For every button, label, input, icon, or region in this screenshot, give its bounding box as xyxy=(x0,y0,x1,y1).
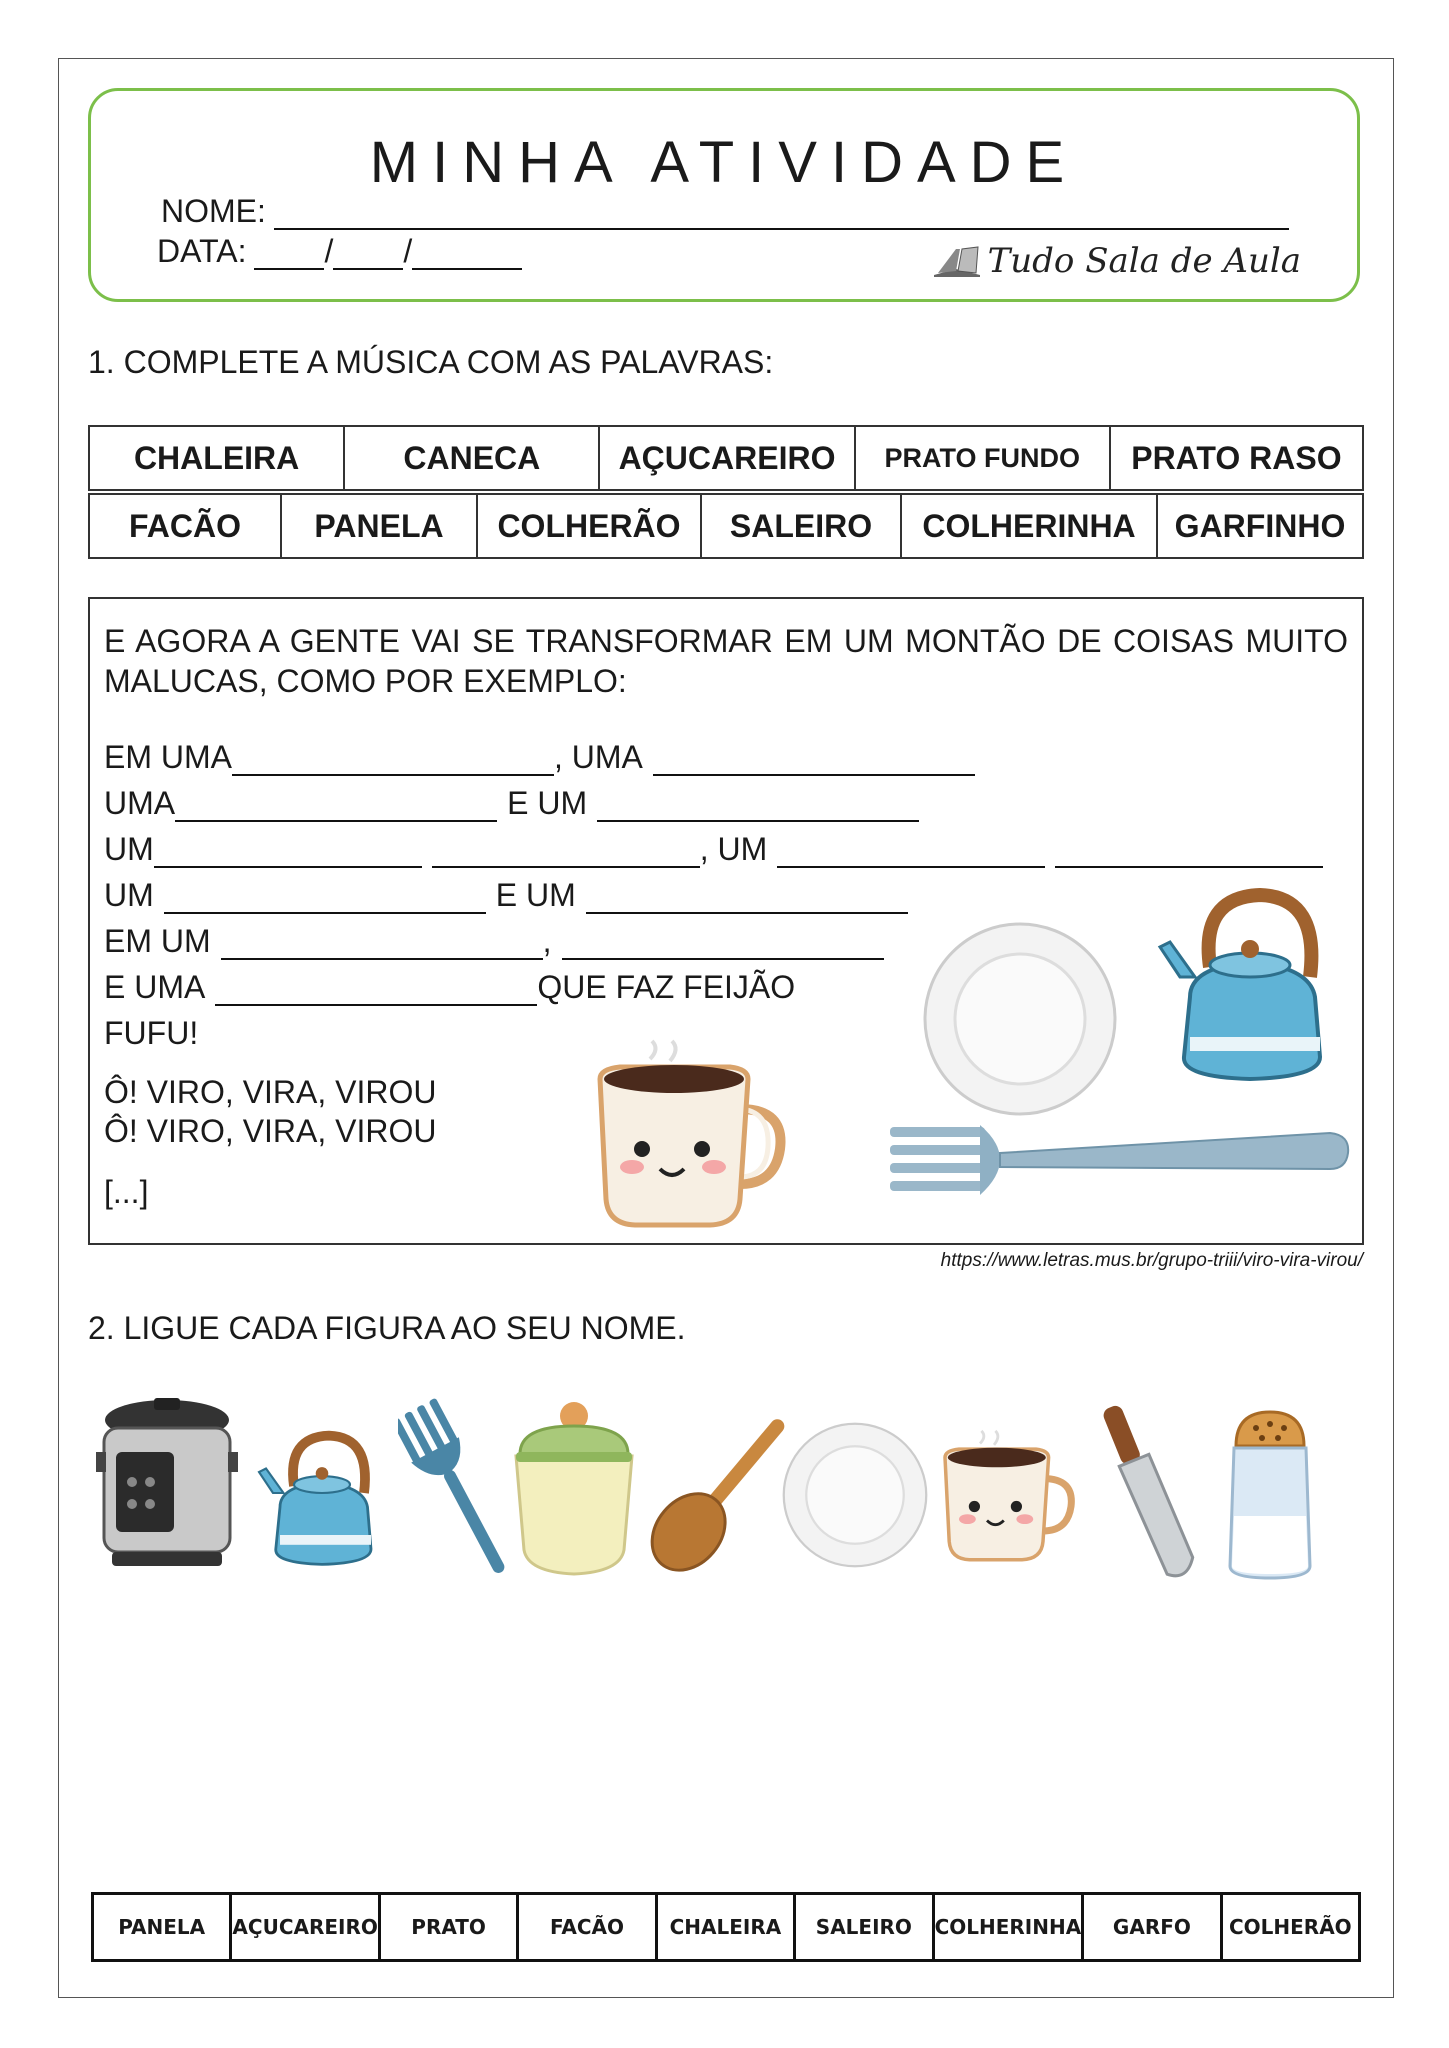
answer-blank[interactable] xyxy=(154,838,422,868)
lyric-text: E UM xyxy=(507,785,588,821)
word-cell: FACÃO xyxy=(90,495,282,557)
answer-blank[interactable] xyxy=(215,976,537,1006)
name-cell: COLHERÃO xyxy=(1228,1915,1352,1939)
name-field[interactable] xyxy=(274,200,1289,230)
plate-icon xyxy=(920,919,1120,1119)
name-row xyxy=(161,193,1289,230)
word-cell: PANELA xyxy=(282,495,478,557)
pressure-cooker-icon xyxy=(92,1392,242,1572)
source-link[interactable]: https://www.letras.mus.br/grupo-triii/viro-vira-virou/ xyxy=(940,1250,1363,1271)
wooden-spoon-icon xyxy=(640,1408,800,1578)
date-row xyxy=(157,233,522,270)
answer-blank[interactable] xyxy=(562,930,884,960)
question-1-label: 1. COMPLETE A MÚSICA COM AS PALAVRAS: xyxy=(88,344,774,380)
name-cell: PANELA xyxy=(94,1895,232,1959)
knife-icon xyxy=(1082,1400,1212,1590)
answer-blank[interactable] xyxy=(232,746,554,776)
lyric-text: , UM xyxy=(699,831,768,867)
lyric-text: E UMA xyxy=(104,969,206,1005)
name-cell: COLHERINHA xyxy=(935,1895,1085,1959)
salt-shaker-icon xyxy=(1220,1406,1320,1582)
kettle-icon xyxy=(1150,887,1350,1087)
lyric-line xyxy=(104,831,1323,868)
name-cell: AÇUCAREIRO xyxy=(232,1895,380,1959)
plate-icon xyxy=(780,1420,930,1570)
word-bank-row-2 xyxy=(88,493,1364,559)
header-box xyxy=(88,88,1360,302)
word-cell: PRATO FUNDO xyxy=(856,427,1111,489)
date-year-field[interactable] xyxy=(412,240,522,270)
answer-blank[interactable] xyxy=(777,838,1045,868)
answer-blank[interactable] xyxy=(1055,838,1323,868)
date-day-field[interactable] xyxy=(254,240,324,270)
lyric-text: UM xyxy=(104,831,154,867)
answer-blank[interactable] xyxy=(597,792,919,822)
mug-icon xyxy=(938,1416,1078,1576)
answer-blank[interactable] xyxy=(164,884,486,914)
date-label: DATA: xyxy=(157,233,247,269)
brand-text: Tudo Sala de Aula xyxy=(987,241,1301,281)
word-cell: CHALEIRA xyxy=(90,427,345,489)
date-separator: / xyxy=(403,233,413,269)
word-cell: CANECA xyxy=(345,427,600,489)
answer-blank[interactable] xyxy=(586,884,908,914)
word-cell: PRATO RASO xyxy=(1131,439,1342,476)
word-bank-row-1 xyxy=(88,425,1364,491)
date-separator: / xyxy=(324,233,334,269)
mug-icon xyxy=(590,1039,790,1229)
fork-icon xyxy=(890,1119,1350,1209)
sugar-bowl-icon xyxy=(506,1400,642,1580)
page-title: MINHA ATIVIDADE xyxy=(369,130,1079,195)
answer-blank[interactable] xyxy=(432,838,700,868)
lyric-line xyxy=(104,785,919,822)
lyric-line xyxy=(104,877,908,914)
lyric-text: QUE FAZ FEIJÃO xyxy=(537,969,796,1005)
answer-blank[interactable] xyxy=(221,930,543,960)
chorus-line: Ô! VIRO, VIRA, VIROU xyxy=(104,1113,437,1149)
word-cell: COLHERINHA xyxy=(902,495,1158,557)
fork-icon xyxy=(398,1396,518,1586)
word-cell: AÇUCAREIRO xyxy=(600,427,855,489)
lyrics-intro: E AGORA A GENTE VAI SE TRANSFORMAR EM UM MONTÃO DE COISAS MUITO MALUCAS, COMO POR EXEMPLO: xyxy=(104,623,1348,699)
lyric-text: UM xyxy=(104,877,154,913)
date-month-field[interactable] xyxy=(333,240,403,270)
word-cell: COLHERÃO xyxy=(478,495,702,557)
lyric-text: E UM xyxy=(495,877,576,913)
lyric-line xyxy=(104,739,975,776)
book-icon xyxy=(932,243,982,279)
chorus-line: Ô! VIRO, VIRA, VIROU xyxy=(104,1074,437,1110)
names-table xyxy=(91,1892,1361,1962)
name-label: NOME: xyxy=(161,193,266,229)
lyric-text: EM UM xyxy=(104,923,211,959)
question-2-label: 2. LIGUE CADA FIGURA AO SEU NOME. xyxy=(88,1310,686,1346)
answer-blank[interactable] xyxy=(175,792,497,822)
lyric-line xyxy=(104,969,795,1006)
lyric-text: UMA xyxy=(104,785,176,821)
lyric-text: EM UMA xyxy=(104,739,232,775)
lyric-text: , UMA xyxy=(554,739,643,775)
ellipsis: [...] xyxy=(104,1174,149,1210)
lyrics-box xyxy=(88,597,1364,1245)
word-cell: SALEIRO xyxy=(702,495,902,557)
lyric-line: FUFU! xyxy=(104,1015,199,1051)
name-cell: CHALEIRA xyxy=(658,1895,796,1959)
answer-blank[interactable] xyxy=(653,746,975,776)
name-cell: PRATO xyxy=(381,1895,519,1959)
word-cell: GARFINHO xyxy=(1174,507,1346,544)
lyric-line xyxy=(104,923,884,960)
name-cell: GARFO xyxy=(1084,1895,1222,1959)
name-cell: FACÃO xyxy=(519,1895,657,1959)
lyric-text: , xyxy=(542,923,552,959)
name-cell: SALEIRO xyxy=(796,1895,934,1959)
kettle-icon xyxy=(252,1420,392,1580)
brand-logo xyxy=(932,241,1301,281)
